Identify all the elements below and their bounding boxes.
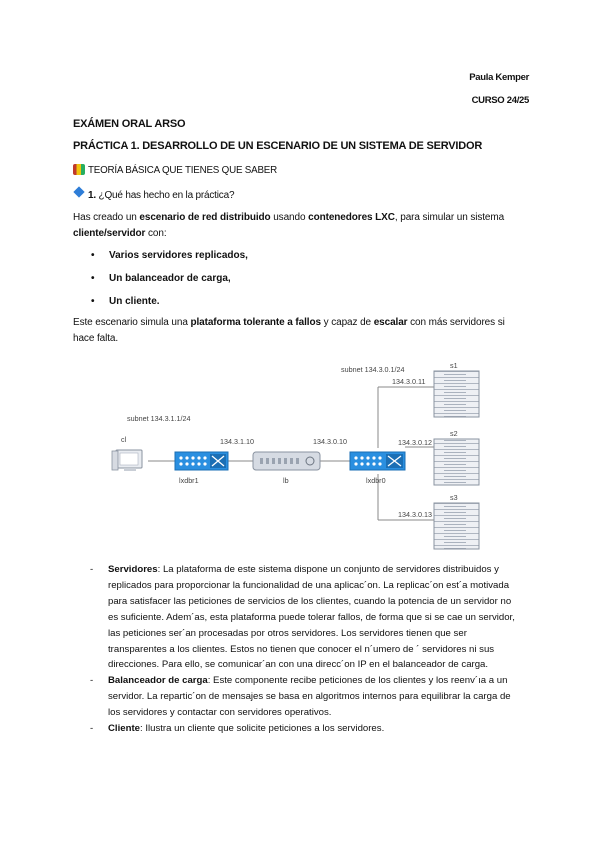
ip-lb-left-label: 134.3.1.10 <box>220 437 254 446</box>
question-text: ¿Qué has hecho en la práctica? <box>98 190 235 201</box>
question-number: 1. <box>88 190 96 201</box>
list-item: - Balanceador de carga: Este componente recibe peticiones de los clientes y los reenv´ıa a un servidor. La repartic´on de mensajes se basa en algoritmos internos para equilibrar la carga de los servidores y contactar con servidores operativos. <box>90 675 511 719</box>
subnet-left-label: subnet 134.3.1.1/24 <box>127 414 191 423</box>
bridge0-label: lxdbr0 <box>366 476 386 485</box>
list-item: - Cliente: Ilustra un cliente que solicite peticiones a los servidores. <box>90 723 385 735</box>
theory-heading-text: TEORÍA BÁSICA QUE TIENES QUE SABER <box>88 165 278 176</box>
server-s1-icon <box>434 371 479 417</box>
load-balancer-icon <box>253 452 320 470</box>
author-name: Paula Kemper <box>469 72 529 83</box>
list-item-text: : La plataforma de este sistema dispone un conjunto de servidores distribuidos y replicados para proporcionar la funcionalidad de una aplicac´on. La replicac´on est´a motivada para satisfacer las peticiones de servicios de los clientes, cuando la potencia de un servidor no es suficiente. Adem´as, esta plataforma puede tolerar fallos, de forma que si se cae un servidor, las peticiones ser´an procesadas por otros servidores. Los servidores tienen que ser transparentes a los clientes. Estos no tienen que conocer el n´umero de ´ servidores ni sus direcciones. Para ello, se comunicar´an con una direcc´on IP en el balanceador de carga. <box>108 564 515 671</box>
client-computer-icon <box>112 450 142 471</box>
list-item-term: Cliente <box>108 723 140 735</box>
bridge-lxdbr0-switch-icon <box>350 452 405 470</box>
s3-label: s3 <box>450 493 458 502</box>
ip-s2-label: 134.3.0.12 <box>398 438 432 447</box>
ip-s3-label: 134.3.0.13 <box>398 510 432 519</box>
subnet-right-label: subnet 134.3.0.1/24 <box>341 365 405 374</box>
s2-label: s2 <box>450 429 458 438</box>
list-item-text: : Este componente recibe peticiones de los clientes y los reenv´ıa a un servidor. La repartic´on de mensajes se basa en algoritmos internos para equilibrar la carga de los servidores y contactar con servidores operativos. <box>108 675 511 719</box>
client-label: cl <box>121 435 127 444</box>
intro-paragraph: Has creado un escenario de red distribuido usando contenedores LXC, para simular un sistema cliente/servidor con: <box>73 212 505 239</box>
server-s2-icon <box>434 439 479 485</box>
bridge1-label: lxdbr1 <box>179 476 199 485</box>
practice-title: PRÁCTICA 1. DESARROLLO DE UN ESCENARIO DE UN SISTEMA DE SERVIDOR <box>73 140 483 152</box>
list-item: - Servidores: La plataforma de este sistema dispone un conjunto de servidores distribuidos y replicados para proporcionar la funcionalidad de una aplicac´on. La replicac´on est´a motivada para satisfacer las peticiones de servicios de los clientes, cuando la potencia de un servidor no es suficiente. Adem´as, esta plataforma puede tolerar fallos, de forma que si se cae un servidor, las peticiones ser´an procesadas por otros servidores. Los servidores tienen que ser transparentes a los clientes. Estos no tienen que conocer el n´umero de ´ servidores ni sus direcciones. Para ello, se comunicar´an con una direcc´on IP en el balanceador de carga. <box>90 564 515 671</box>
document-title: EXÁMEN ORAL ARSO <box>73 118 186 130</box>
list-item-text: : Ilustra un cliente que solicite peticiones a los servidores. <box>140 723 385 735</box>
scenario-paragraph: Este escenario simula una plataforma tolerante a fallos y capaz de escalar con más servidores si hace falta. <box>73 317 505 344</box>
list-item-term: Balanceador de carga <box>108 675 208 687</box>
ip-s1-label: 134.3.0.11 <box>392 377 426 386</box>
ip-lb-right-label: 134.3.0.10 <box>313 437 347 446</box>
s1-label: s1 <box>450 361 458 370</box>
document-page: Paula Kemper CURSO 24/25 EXÁMEN ORAL ARSO PRÁCTICA 1. DESARROLLO DE UN ESCENARIO DE UN SISTEMA DE SERVIDOR TEORÍA BÁSICA QUE TIENES QUE SABER 1. ¿Qué has hecho en la práctica? Has creado un escenario de red distribuido usando contenedores LXC, para simular un sistema cliente/servidor con: • Varios servidores replicados, • Un balanceador de carga, • Un cliente. Este escenario simula una plataforma tolerante a fallos y capaz de escalar con más servidores si hace falta. subnet 134.3.1.1/24 subnet 134.3.0.1/24 cl lxdbr1 lb lxdbr0 134.3.1.10 134.3.0.10 134.3.0.11 134.3.0.12 134.3.0.13 s1 s2 s3 - Servidores: La plataforma de este sistema dispone un conjunto de servidores distribuidos y replicados para proporcionar la funcionalidad de una aplicac´on. La replicac´on est´a motivada para satisfacer las peticiones de servicios de los clientes, cuando la potencia de un servidor no es suficiente. Adem´as, esta plataforma puede tolerar fallos, de forma que si se cae un servidor, las peticiones ser´an procesadas por otros servidores. Los servidores tienen que ser transparentes a los clientes. Estos no tienen que conocer el n´umero de ´ servidores ni sus direcciones. Para ello, se comunicar´an con una direcc´on IP en el balanceador de carga. - Balanceador de carga: Este componente recibe peticiones de los clientes y los reenv´ıa a un servidor. La repartic´on de mensajes se basa en algoritmos internos para equilibrar la carga de los servidores y contactar con servidores operativos. - Cliente: Ilustra un cliente que solicite peticiones a los servidores. <box>0 0 599 848</box>
server-s3-icon <box>434 503 479 549</box>
component-list <box>90 562 520 737</box>
course-label: CURSO 24/25 <box>471 95 529 106</box>
bridge-lxdbr1-switch-icon <box>175 452 228 470</box>
lb-label: lb <box>283 476 289 485</box>
list-item-term: Servidores <box>108 564 158 575</box>
